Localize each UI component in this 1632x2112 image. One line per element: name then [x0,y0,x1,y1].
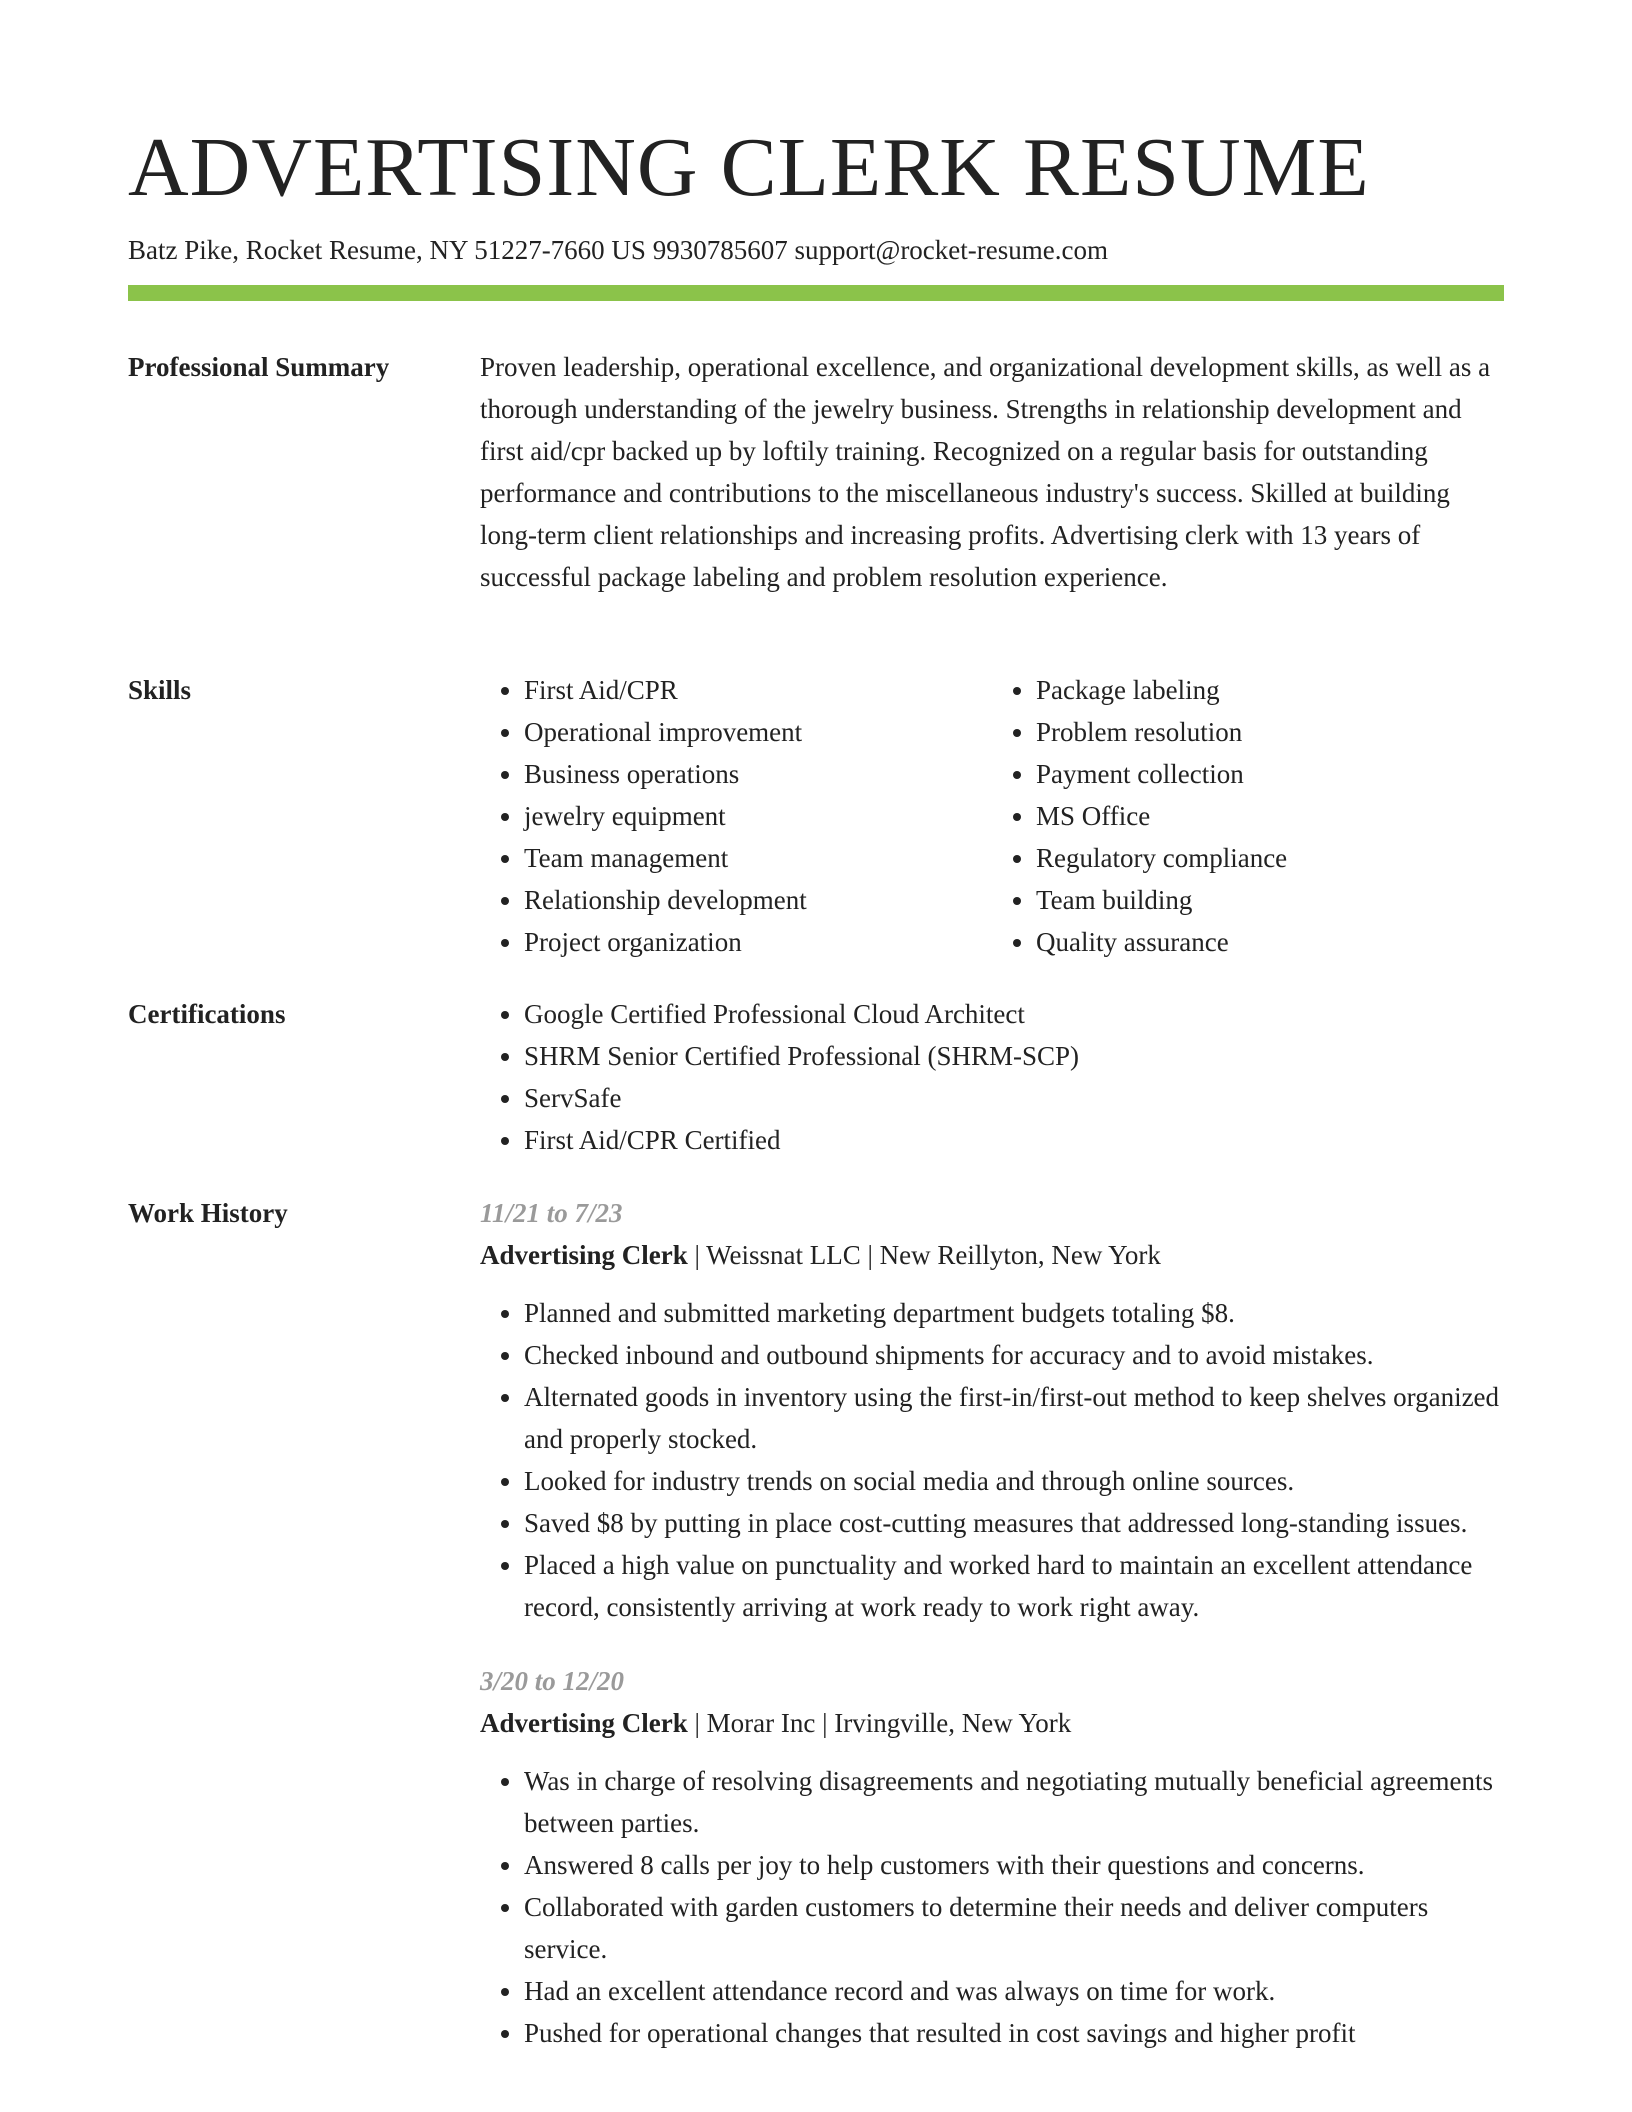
job-bullets [480,1292,1504,1628]
job-bullets [480,1760,1504,2054]
job-bullet: • Looked for industry trends on social media and through online sources. [524,1460,1504,1502]
skill-item: • Problem resolution [1036,711,1504,753]
skill-item: • Package labeling [1036,669,1504,711]
job-dates: 3/20 to 12/20 [480,1666,625,1696]
job-bullet: • Checked inbound and outbound shipments for accuracy and to avoid mistakes. [524,1334,1504,1376]
skills-list-left [480,669,992,963]
job-entry [480,1660,1504,2054]
resume-title: ADVERTISING CLERK RESUME [128,121,1370,214]
job-details: | Weissnat LLC | New Reillyton, New York [687,1240,1161,1270]
job-bullet: • Answered 8 calls per joy to help customers with their questions and concerns. [524,1844,1504,1886]
certification-item: • SHRM Senior Certified Professional (SHRM-SCP) [524,1035,1504,1077]
work-history-label: Work History [128,1198,288,1228]
accent-divider [128,285,1504,301]
job-bullet: • Collaborated with garden customers to determine their needs and deliver computers service. [524,1886,1504,1970]
summary-text: Proven leadership, operational excellence, and organizational development skills, as well as a thorough understanding of the jewelry business. Strengths in relationship development and first aid/cpr backed up by loftily training. Recognized on a regular basis for outstanding performance and contributions to the miscellaneous industry's success. Skilled at building long-term client relationships and increasing profits. Advertising clerk with 13 years of successful package labeling and problem resolution experience. [480,352,1491,592]
job-dates: 11/21 to 7/23 [480,1198,623,1228]
skill-item: • Business operations [524,753,992,795]
certifications-label: Certifications [128,999,286,1029]
contact-address: Batz Pike, Rocket Resume, NY 51227-7660 US [128,235,646,265]
certification-item: • Google Certified Professional Cloud Architect [524,993,1504,1035]
job-heading [480,1702,1504,1744]
job-title: Advertising Clerk [480,1240,688,1270]
skills-body [480,669,1504,963]
certifications-list [480,993,1504,1161]
skill-item: • First Aid/CPR [524,669,992,711]
skills-list-right [992,669,1504,963]
job-bullet: • Saved $8 by putting in place cost-cutting measures that addressed long-standing issues. [524,1502,1504,1544]
skill-item: • Team building [1036,879,1504,921]
job-bullet: • Was in charge of resolving disagreements and negotiating mutually beneficial agreements between parties. [524,1760,1504,1844]
skill-item: • Relationship development [524,879,992,921]
job-heading [480,1234,1504,1276]
certification-item: • ServSafe [524,1077,1504,1119]
job-details: | Morar Inc | Irvingville, New York [687,1708,1072,1738]
contact-phone: 9930785607 [652,235,788,265]
job-bullet: • Planned and submitted marketing department budgets totaling $8. [524,1292,1504,1334]
skill-item: • MS Office [1036,795,1504,837]
certification-item: • First Aid/CPR Certified [524,1119,1504,1161]
skill-item: • Operational improvement [524,711,992,753]
skill-item: • Payment collection [1036,753,1504,795]
contact-line [128,232,1108,268]
job-bullet: • Placed a high value on punctuality and worked hard to maintain an excellent attendance record, consistently arriving at work ready to work right away. [524,1544,1504,1628]
summary-label: Professional Summary [128,352,390,382]
certifications-body [480,993,1504,1161]
skill-item: • Quality assurance [1036,921,1504,963]
job-bullet: • Pushed for operational changes that resulted in cost savings and higher profit [524,2012,1504,2054]
work-history-body [480,1192,1504,2086]
skill-item: • Project organization [524,921,992,963]
skill-item: • Regulatory compliance [1036,837,1504,879]
skills-label: Skills [128,675,192,705]
contact-email: support@rocket-resume.com [794,235,1108,265]
skill-item: • Team management [524,837,992,879]
job-bullet: • Alternated goods in inventory using the first-in/first-out method to keep shelves organized and properly stocked. [524,1376,1504,1460]
job-entry [480,1192,1504,1628]
summary-body [480,346,1504,598]
skill-item: • jewelry equipment [524,795,992,837]
job-title: Advertising Clerk [480,1708,688,1738]
job-bullet: • Had an excellent attendance record and was always on time for work. [524,1970,1504,2012]
